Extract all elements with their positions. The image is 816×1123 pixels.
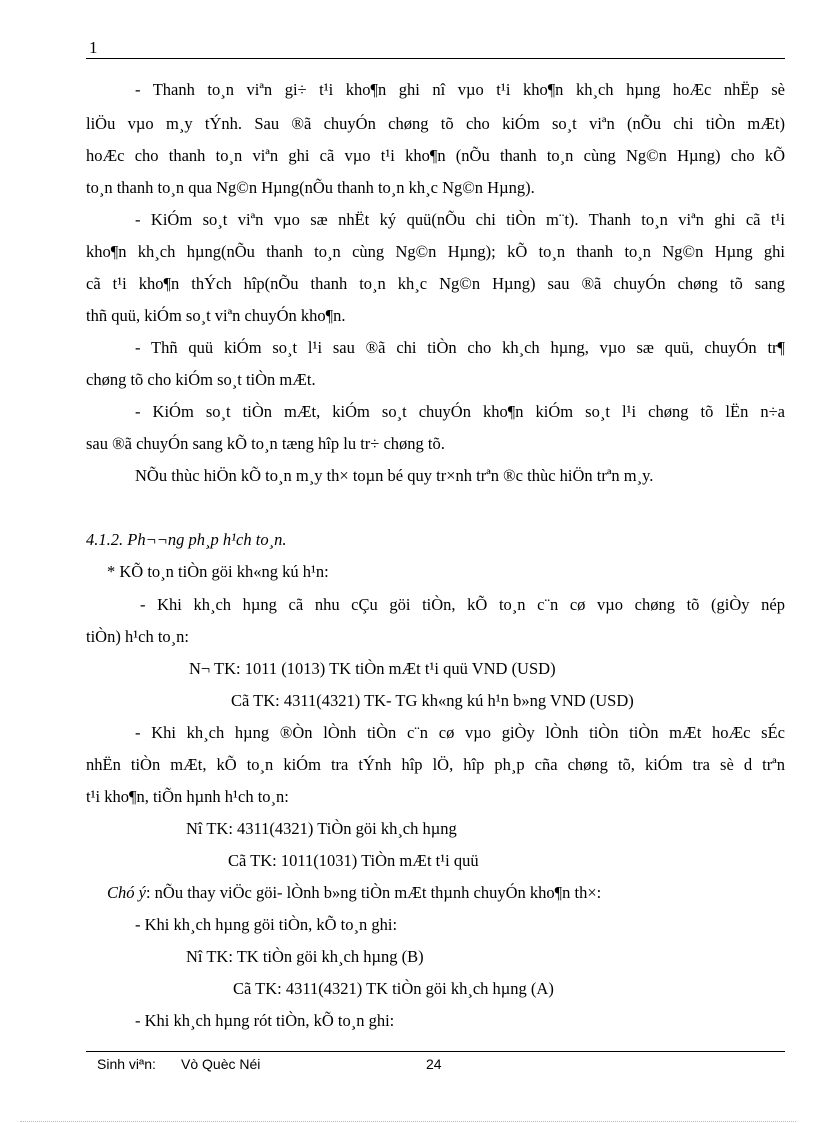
body-line: - Thñ quü kiÓm so¸t l¹i sau ®ã chi tiÒn cho kh¸ch hµng, vµo sæ quü, chuyÓn tr¶ (135, 338, 785, 357)
body-line: hoÆc cho thanh to¸n viªn ghi cã vµo t¹i kho¶n (nÕu thanh to¸n cùng Ng©n Hµng) cho kÕ (86, 146, 785, 165)
footer-student-label: Sinh viªn: (97, 1056, 156, 1072)
body-line: liÖu vµo m¸y tÝnh. Sau ®ã chuyÓn chøng tõ cho kiÓm so¸t viªn (nÕu chi tiÒn mÆt) (86, 114, 785, 133)
body-line: - Thanh to¸n viªn gi÷ t¹i kho¶n ghi nî vµo t¹i kho¶n kh¸ch hµng hoÆc nhËp sè (135, 80, 785, 99)
body-line: nhËn tiÒn mÆt, kÕ to¸n kiÓm tra tÝnh hîp lÖ, hîp ph¸p cña chøng tõ, kiÓm tra sè d trªn (86, 755, 785, 774)
note-line (107, 883, 601, 903)
body-line: - KiÓm so¸t viªn vµo sæ nhËt ký quü(nÕu chi tiÒn m¨t). Thanh to¸n viªn ghi cã t¹i (135, 210, 785, 229)
footer-student-name: Vò Quèc Néi (181, 1056, 261, 1072)
accounting-entry-debit: Nî TK: TK tiÒn göi kh¸ch hµng (B) (186, 947, 424, 966)
body-line: - Khi kh¸ch hµng cã nhu cÇu göi tiÒn, kÕ to¸n c¨n cø vµo chøng tõ (giÒy nép (140, 595, 785, 614)
section-heading: 4.1.2. Ph¬¬ng ph¸p h¹ch to¸n. (86, 530, 287, 549)
body-line: sau ®ã chuyÓn sang kÕ to¸n tæng hîp lu tr÷ chøng tõ. (86, 434, 445, 453)
body-line: - Khi kh¸ch hµng ®Òn lÒnh tiÒn c¨n cø vµo giÒy lÒnh tiÒn tiÒn mÆt hoÆc sÉc (135, 723, 785, 742)
header-rule (86, 58, 785, 59)
body-line: - KiÓm so¸t tiÒn mÆt, kiÓm so¸t chuyÓn kho¶n kiÓm so¸t l¹i chøng tõ lËn n÷a (135, 402, 785, 421)
accounting-entry-debit: N¬ TK: 1011 (1013) TK tiÒn mÆt t¹i quü VND (USD) (189, 659, 556, 678)
note-label: Chó ý (107, 883, 146, 902)
body-line: NÕu thùc hiÖn kÕ to¸n m¸y th× toµn bé quy tr×nh trªn ®c thùc hiÖn trªn m¸y. (135, 466, 654, 485)
body-line: to¸n thanh to¸n qua Ng©n Hµng(nÕu thanh to¸n kh¸c Ng©n Hµng). (86, 178, 535, 197)
body-line: tiÒn) h¹ch to¸n: (86, 627, 190, 646)
page-number: 1 (89, 38, 98, 57)
body-line: - Khi kh¸ch hµng göi tiÒn, kÕ to¸n ghi: (135, 915, 398, 934)
accounting-entry-credit: Cã TK: 4311(4321) TK tiÒn göi kh¸ch hµng (A) (233, 979, 554, 998)
body-line: thñ quü, kiÓm so¸t viªn chuyÓn kho¶n. (86, 306, 346, 325)
body-line: cã t¹i kho¶n thÝch hîp(nÕu thanh to¸n kh¸c Ng©n Hµng) sau ®ã chuyÓn chøng tõ sang (86, 274, 785, 293)
accounting-entry-credit: Cã TK: 1011(1031) TiÒn mÆt t¹i quü (228, 851, 479, 870)
body-line: chøng tõ cho kiÓm so¸t tiÒn mÆt. (86, 370, 316, 389)
footer-rule (86, 1051, 785, 1052)
note-text: : nÕu thay viÖc göi- lÒnh b»ng tiÒn mÆt thµnh chuyÓn kho¶n th×: (145, 883, 602, 902)
accounting-entry-credit: Cã TK: 4311(4321) TK- TG kh«ng kú h¹n b»ng VND (USD) (231, 691, 634, 710)
body-line: kho¶n kh¸ch hµng(nÕu thanh to¸n cùng Ng©n Hµng); kÕ to¸n thanh to¸n Ng©n Hµng ghi (86, 242, 785, 261)
body-line: t¹i kho¶n, tiÕn hµnh h¹ch to¸n: (86, 787, 289, 806)
subheading: * KÕ to¸n tiÒn göi kh«ng kú h¹n: (107, 562, 329, 581)
page-bottom-border (20, 1121, 796, 1122)
footer-page-number: 24 (426, 1056, 442, 1072)
body-line: - Khi kh¸ch hµng rót tiÒn, kÕ to¸n ghi: (135, 1011, 395, 1030)
accounting-entry-debit: Nî TK: 4311(4321) TiÒn göi kh¸ch hµng (186, 819, 457, 838)
